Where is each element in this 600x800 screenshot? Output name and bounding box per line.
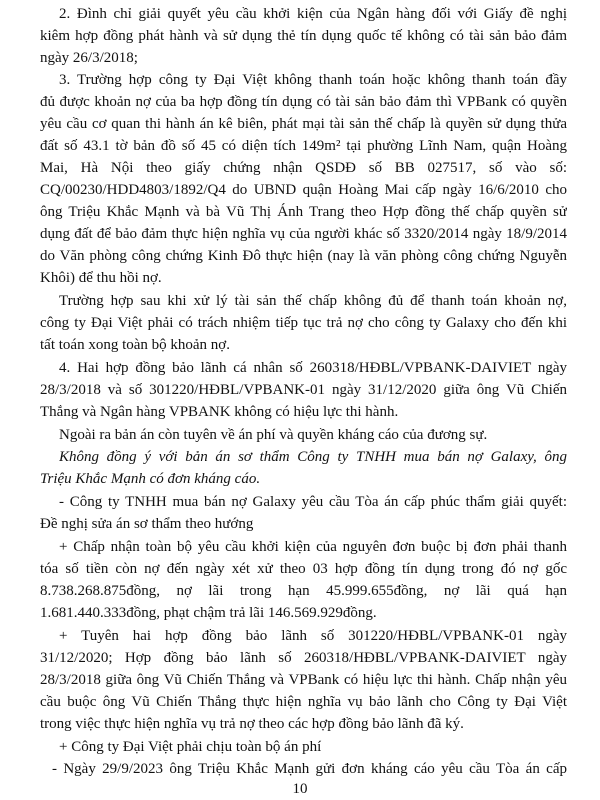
text-line: 3. Trường hợp công ty Đại Việt không thanh toán hoặc không thanh toán đầy [59, 72, 567, 88]
text-line: do Văn phòng công chứng Kinh Đô thực hiện (nay là văn phòng công chứng Nguyễn [40, 248, 567, 264]
text-line: 28/3/2018 và số 301220/HĐBL/VPBANK-01 ngày 31/12/2020 giữa ông Vũ Chiến [40, 382, 567, 398]
text-line: cầu buộc ông Vũ Chiến Thắng thực hiện nghĩa vụ bảo lãnh cho Công ty Đại Việt [40, 694, 567, 710]
text-line: 31/12/2020; Hợp đồng bảo lãnh số 260318/HĐBL/VPBANK-DAIVIET ngày [40, 650, 567, 666]
text-line: công ty Đại Việt phải có trách nhiệm tiếp tục trả nợ cho công ty Galaxy cho đến khi [40, 315, 567, 331]
text-line: 8.738.268.875đồng, nợ lãi trong hạn 45.999.655đồng, nợ lãi quá hạn [40, 583, 567, 599]
text-line: 28/3/2018 giữa ông Vũ Chiến Thắng và VPBank có hiệu lực thi hành. Chấp nhận yêu [40, 672, 567, 688]
text-line: Thắng và Ngân hàng VPBANK không có hiệu lực thi hành. [40, 404, 399, 420]
text-line: ngày 26/3/2018; [40, 50, 138, 66]
text-line: Khôi) để thu hồi nợ. [40, 270, 162, 286]
text-line: trong việc thực hiện nghĩa vụ trả nợ theo các hợp đồng bảo lãnh đã ký. [40, 716, 464, 732]
text-line: Đề nghị sửa án sơ thẩm theo hướng [40, 516, 254, 532]
text-line: tóa số tiền còn nợ đến ngày xét xử theo 03 hợp đồng tín dụng trong đó nợ gốc [40, 561, 567, 577]
text-line: - Ngày 29/9/2023 ông Triệu Khắc Mạnh gửi đơn kháng cáo yêu cầu Tòa án cấp [52, 761, 567, 777]
text-line: 1.681.440.333đồng, phạt chậm trả lãi 146.569.929đồng. [40, 605, 377, 621]
text-line-italic: Triệu Khắc Mạnh có đơn kháng cáo. [40, 471, 261, 487]
text-line-italic: Không đồng ý với bản án sơ thẩm Công ty TNHH mua bán nợ Galaxy, ông [59, 449, 567, 465]
text-line: kiêm hợp đồng phát hành và sử dụng thẻ tín dụng quốc tế không có tài sản bảo đảm [40, 28, 567, 44]
text-line: Mai, Hà Nội theo giấy chứng nhận QSDĐ số BB 027517, số vào số: [40, 160, 567, 176]
text-line: yêu cầu cơ quan thi hành án kê biên, phát mại tài sản thế chấp là quyền sử dụng thửa [40, 116, 567, 132]
text-line: + Chấp nhận toàn bộ yêu cầu khởi kiện của nguyên đơn buộc bị đơn phải thanh [59, 539, 567, 555]
page-number: 10 [292, 781, 308, 797]
text-line: 4. Hai hợp đồng bảo lãnh cá nhân số 260318/HĐBL/VPBANK-DAIVIET ngày [59, 360, 567, 376]
text-line: dụng đất để bảo đảm thực hiện nghĩa vụ của người khác số 3320/2014 ngày 18/9/2014 [40, 226, 567, 242]
text-line: 2. Đình chỉ giải quyết yêu cầu khởi kiện của Ngân hàng đối với Giấy đề nghị [59, 6, 567, 22]
text-line: Trường hợp sau khi xử lý tài sản thế chấp không đủ để thanh toán khoản nợ, [59, 293, 567, 309]
text-line: CQ/00230/HDD4803/1892/Q4 do UBND quận Hoàng Mai cấp ngày 16/6/2010 cho [40, 182, 567, 198]
text-line: Ngoài ra bản án còn tuyên về án phí và quyền kháng cáo của đương sự. [59, 427, 488, 443]
text-line: đất số 43.1 tờ bản đồ số 45 có diện tích 149m² tại phường Lĩnh Nam, quận Hoàng [40, 138, 567, 154]
text-line: đủ được khoản nợ của ba hợp đồng tín dụng có tài sản bảo đảm thì VPBank có quyền [40, 94, 567, 110]
text-line: ông Triệu Khắc Mạnh và bà Vũ Thị Ánh Trang theo Hợp đồng thế chấp quyền sử [40, 204, 567, 220]
text-line: tất toán xong toàn bộ khoản nợ. [40, 337, 230, 353]
text-line: + Tuyên hai hợp đồng bảo lãnh số 301220/HĐBL/VPBANK-01 ngày [59, 628, 567, 644]
text-line: + Công ty Đại Việt phải chịu toàn bộ án phí [59, 739, 322, 755]
text-line: - Công ty TNHH mua bán nợ Galaxy yêu cầu Tòa án cấp phúc thẩm giải quyết: [59, 494, 567, 510]
